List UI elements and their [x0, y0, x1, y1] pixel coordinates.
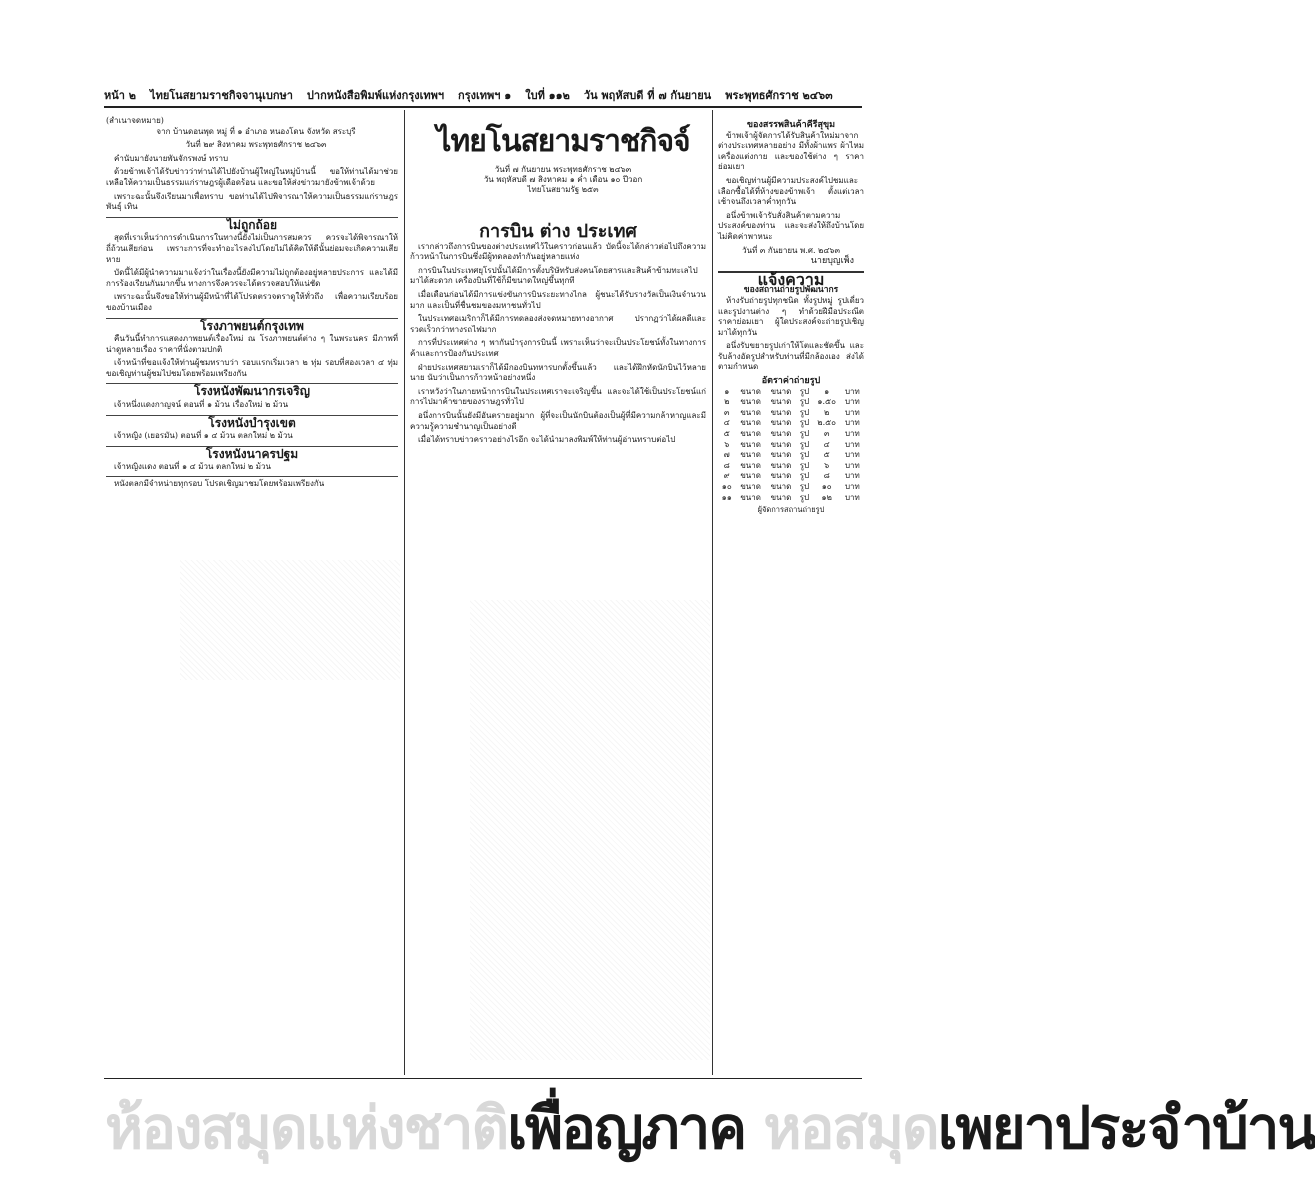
rate-cell: ขนาด — [770, 439, 792, 449]
rate-cell: ขนาด — [770, 482, 792, 491]
rate-cell: ขนาด — [740, 471, 761, 481]
issue-date: วัน พฤหัสบดี ที่ ๗ กันยายน — [583, 89, 712, 102]
rate-cell: ขนาด — [770, 460, 792, 470]
rate-cell: รูป — [799, 429, 810, 439]
watermark-text: เพยาประจำบ้าน — [937, 1094, 1315, 1162]
letter-line: คำนับมายังนายพันจักรพงษ์ ทราบ — [114, 153, 229, 163]
article-paragraph: เพราะฉะนั้นจึงขอให้ท่านผู้มีหน้าที่ได้โปรดตรวจตราดูให้ทั่วถึง เพื่อความเรียบร้อยของบ้านเมือง — [106, 292, 398, 312]
rate-row — [718, 493, 864, 504]
rate-cell: ขนาด — [770, 386, 792, 396]
notice-subtitle: ของสถานถ่ายรูปพัฒนากร — [743, 285, 839, 296]
article-paragraph: บัดนี้ได้มีผู้นำความมาแจ้งว่าในเรื่องนี้ยังมีความไม่ถูกต้องอยู่หลายประการ และได้มีการร้องเรียนกันมากขึ้น ทางการจึงควรจะได้ตรวจสอบให้แน่ชัด — [106, 268, 398, 288]
rate-row — [718, 471, 864, 482]
cinema-listing: เจ้าหญิง (เยอรมัน) ตอนที่ ๑ ๔ ม้วน ตลกใหม่ ๒ ม้วน — [114, 431, 293, 441]
article-paragraph: อนึ่งการบินนั้นยังมีอันตรายอยู่มาก ผู้ที่จะเป็นนักบินต้องเป็นผู้ที่มีความกล้าหาญและมีความรู้ความชำนาญเป็นอย่างดี — [410, 410, 706, 431]
rate-cell: ขนาด — [740, 492, 761, 502]
rate-cell: ๑ — [824, 386, 830, 396]
paper-desc: ปากหนังสือพิมพ์แห่งกรุงเทพฯ — [306, 89, 445, 102]
watermark-text: หอสมุด — [763, 1094, 938, 1162]
rate-cell: ๑๐ — [721, 482, 732, 491]
rate-cell: ขนาด — [740, 386, 761, 396]
article-paragraph: คืนวันนี้ทำการแสดงภาพยนต์เรื่องใหม่ ณ โรงภาพยนต์ต่าง ๆ ในพระนคร มีภาพที่น่าดูหลายเรื่อง ราคาที่นั่งตามปกติ — [106, 334, 398, 354]
footer-note: หนังตลกมีจำหน่ายทุกรอบ โปรดเชิญมาชมโดยพร้อมเพรียงกัน — [106, 476, 398, 490]
rate-cell: ขนาด — [770, 471, 792, 481]
rate-row — [718, 397, 864, 408]
rate-cell: รูป — [799, 386, 810, 396]
footer-rule — [104, 1078, 862, 1079]
rate-cell: บาท — [844, 439, 860, 449]
rate-cell: บาท — [844, 471, 860, 481]
article-paragraph: สุดที่เราเห็นว่าการดำเนินการในทางนี้ยังไม่เป็นการสมควร ควรจะได้พิจารณาให้ถี่ถ้วนเสียก่อน เพราะการที่จะทำอะไรลงไปโดยไม่ได้คิดให้ดีนั้นย่อมจะเกิดความเสียหาย — [106, 233, 398, 264]
masthead-line: วันที่ ๗ กันยายน พระพุทธศักราช ๒๔๖๓ — [494, 165, 632, 174]
cinema-listing: เจ้าหญิงแดง ตอนที่ ๑ ๔ ม้วน ตลกใหม่ ๒ ม้วน — [114, 462, 271, 472]
rate-cell: บาท — [844, 429, 860, 439]
rate-cell: ๔ — [823, 439, 830, 449]
rate-cell: ๕ — [723, 429, 730, 439]
issue-year: พระพุทธศักราช ๒๔๖๓ — [725, 89, 833, 102]
scan-noise — [470, 600, 710, 1060]
article-headline: การบิน ต่าง ประเทศ — [479, 221, 637, 242]
notice-title: แจ้งความ — [757, 269, 825, 289]
section-title: โรงหนังนาครปฐม — [106, 446, 398, 460]
letter-line: ด้วยข้าพเจ้าได้รับข่าวว่าท่านได้ไปยังบ้านผู้ใหญ่ในหมู่บ้านนี้ ขอให้ท่านได้มาช่วยเหลือให้ความเป็นธรรมแก่ราษฎรผู้เดือดร้อน และขอให้ส่งข่าวมายังข้าพเจ้าด้วย — [106, 167, 398, 187]
rate-cell: ๓ — [823, 429, 830, 439]
notice-box — [718, 271, 864, 516]
section-title: โรงหนังบำรุงเขต — [106, 415, 398, 429]
location: กรุงเทพฯ ๑ — [458, 89, 512, 102]
rate-cell: บาท — [844, 450, 860, 460]
print-number: ใบที่ ๑๑๒ — [525, 89, 570, 102]
rate-row — [718, 461, 864, 472]
column-divider-right — [712, 110, 713, 1075]
rate-cell: บาท — [844, 418, 860, 428]
rate-cell: ๔ — [723, 418, 730, 428]
rate-cell: ๗ — [723, 450, 730, 460]
library-watermark — [105, 1088, 1315, 1168]
article-paragraph: ในประเทศอเมริกาก็ได้มีการทดลองส่งจดหมายทางอากาศ ปรากฏว่าได้ผลดีและรวดเร็วกว่าทางรถไฟมาก — [410, 314, 706, 334]
watermark-text: เพื่อญภาค — [507, 1094, 746, 1162]
section-title: โรงภาพยนต์กรุงเทพ — [106, 318, 398, 332]
rate-cell: รูป — [799, 418, 810, 428]
notice-paragraph: อนึ่งรับขยายรูปเก่าให้โตและชัดขึ้น และรับล้างอัดรูปสำหรับท่านที่มีกล้องเอง ส่งได้ตามกำหนด — [718, 341, 864, 372]
rate-cell: ๑.๕๐ — [817, 397, 836, 407]
rate-cell: ๑๑ — [721, 492, 732, 502]
cinema-listing: เจ้าหนึ่งแดงกาญจน์ ตอนที่ ๑ ม้วน เรื่องใหม่ ๒ ม้วน — [114, 400, 289, 410]
header-rule — [104, 106, 862, 108]
rate-row — [718, 408, 864, 419]
rate-cell: ๘ — [823, 471, 830, 481]
masthead-line: วัน พฤหัสบดี ๗ สิงหาคม ๑ ค่ำ เดือน ๑๐ ปีวอก — [483, 175, 643, 184]
ad-paragraph: ขอเชิญท่านผู้มีความประสงค์ไปชมและเลือกซื้อได้ที่ห้างของข้าพเจ้า ตั้งแต่เวลาเช้าจนถึงเวลาค่ำทุกวัน — [718, 175, 864, 207]
article-paragraph: เมื่อได้ทราบข่าวคราวอย่างไรอีก จะได้นำมาลงพิมพ์ให้ท่านผู้อ่านทราบต่อไป — [418, 435, 676, 445]
ad-paragraph: อนึ่งข้าพเจ้ารับสั่งสินค้าตามความประสงค์ของท่าน และจะส่งให้ถึงบ้านโดยไม่คิดค่าพาหนะ — [718, 210, 864, 241]
article-paragraph: เมื่อเดือนก่อนได้มีการแข่งขันการบินระยะทางไกล ผู้ชนะได้รับรางวัลเป็นเงินจำนวนมาก และเป็นที่ชื่นชมของมหาชนทั่วไป — [410, 289, 706, 310]
watermark-text: ห้องสมุดแห่งชาติ — [105, 1094, 508, 1162]
masthead — [418, 118, 708, 195]
rate-cell: ขนาด — [740, 450, 761, 460]
rate-cell: บาท — [844, 460, 860, 470]
rate-cell: รูป — [799, 471, 810, 481]
rate-row — [718, 429, 864, 440]
rate-cell: ขนาด — [740, 397, 761, 407]
ad-paragraph: ข้าพเจ้าผู้จัดการได้รับสินค้าใหม่มาจากต่างประเทศหลายอย่าง มีทั้งผ้าแพร ผ้าไหม เครื่องแต่งกาย และของใช้ต่าง ๆ ราคาย่อมเยา — [718, 130, 864, 172]
section-title: ไม่ถูกถ้อย — [106, 217, 398, 231]
rate-cell: รูป — [799, 460, 810, 470]
rate-cell: ขนาด — [740, 460, 761, 470]
rate-cell: รูป — [799, 439, 810, 449]
rate-cell: รูป — [799, 492, 810, 502]
rate-cell: ขนาด — [740, 439, 761, 449]
rate-cell: รูป — [799, 450, 810, 460]
ad-signature: นายบุญเพ็ง — [810, 256, 854, 267]
right-column — [718, 120, 864, 1075]
rate-cell: บาท — [844, 407, 860, 417]
rate-cell: ๑๒ — [821, 492, 832, 502]
rate-cell: ๓ — [723, 407, 730, 417]
article-paragraph: การที่ประเทศต่าง ๆ พากันบำรุงการบินนี้ เพราะเห็นว่าจะเป็นประโยชน์ทั้งในทางการค้าและการป้องกันประเทศ — [410, 338, 706, 358]
rate-cell: ๘ — [723, 460, 730, 470]
letter-line: เพราะฉะนั้นจึงเรียนมาเพื่อทราบ ขอท่านได้ไปพิจารณาให้ความเป็นธรรมแก่ราษฎร พันธุ์ เทิน — [106, 191, 398, 212]
column-divider-left — [404, 110, 405, 1075]
rate-cell: บาท — [844, 482, 860, 491]
article-paragraph: เราหวังว่าในภายหน้าการบินในประเทศเราจะเจริญขึ้น และจะได้ใช้เป็นประโยชน์แก่การไปมาค้าขายของราษฎรทั่วไป — [410, 386, 706, 407]
rate-cell: ขนาด — [740, 429, 761, 439]
rate-cell: ขนาด — [770, 492, 792, 502]
rate-cell: ขนาด — [770, 397, 792, 407]
rate-cell: ๙ — [723, 471, 730, 481]
ad-date: วันที่ ๓ กันยายน พ.ศ. ๒๔๖๓ — [742, 245, 840, 255]
rate-cell: ขนาด — [740, 482, 761, 491]
rate-title: อัตราค่าถ่ายรูป — [761, 376, 821, 387]
rate-row — [718, 440, 864, 451]
rate-cell: รูป — [799, 397, 810, 407]
rate-cell: ๖ — [824, 460, 830, 470]
rate-cell: ขนาด — [770, 418, 792, 428]
rate-cell: ขนาด — [770, 407, 792, 417]
rate-cell: ๑ — [724, 386, 730, 396]
rate-cell: ขนาด — [740, 418, 761, 428]
rate-cell: ขนาด — [770, 450, 792, 460]
paper-name: ไทยโนสยามราชกิจจานุเบกษา — [150, 89, 293, 102]
masthead-line: ไทยโนสยามรัฐ ๒๕๓ — [527, 185, 599, 194]
rate-cell: บาท — [844, 397, 860, 407]
page-header — [104, 84, 864, 106]
letter-line: จาก บ้านดอนพุด หมู่ ที่ ๑ อำเภอ หนองโดน จังหวัด สระบุรี — [156, 126, 356, 136]
rate-cell: ๒.๕๐ — [817, 418, 837, 428]
rate-table — [718, 387, 864, 504]
rate-cell: ๒ — [724, 397, 730, 407]
letter-line: วันที่ ๒๙ สิงหาคม พระพุทธศักราช ๒๔๖๓ — [185, 140, 327, 150]
article-paragraph: เจ้าหน้าที่ขอแจ้งให้ท่านผู้ชมทราบว่า รอบแรกเริ่มเวลา ๒ ทุ่ม รอบที่สองเวลา ๔ ทุ่ม ขอเชิญท่านผู้ชมไปชมโดยพร้อมเพรียงกัน — [106, 358, 398, 378]
letter-label: (สำเนาจดหมาย) — [106, 116, 164, 125]
rate-cell: ขนาด — [740, 407, 761, 417]
article-paragraph: ฝ่ายประเทศสยามเราก็ได้มีกองบินทหารบกตั้งขึ้นแล้ว และได้ฝึกหัดนักบินไว้หลายนาย นับว่าเป็นการก้าวหน้าอย่างหนึ่ง — [410, 362, 706, 383]
rate-row — [718, 450, 864, 461]
rate-cell: ขนาด — [770, 429, 792, 439]
rate-cell: ๒ — [824, 407, 830, 417]
rate-row — [718, 418, 864, 429]
rate-cell: รูป — [799, 482, 810, 491]
rate-row — [718, 387, 864, 398]
rate-note: ผู้จัดการสถานถ่ายรูป — [757, 505, 825, 515]
rate-cell: ๑๐ — [821, 482, 832, 491]
rate-cell: ๖ — [724, 439, 730, 449]
article-paragraph: การบินในประเทศยุโรปนั้นได้มีการตั้งบริษัทรับส่งคนโดยสารและสินค้าข้ามทะเลไปมาได้สะดวก เครื่องบินที่ใช้ก็มีขนาดใหญ่ขึ้นทุกที — [410, 265, 698, 286]
rate-cell: รูป — [799, 407, 810, 417]
rate-cell: บาท — [844, 492, 860, 502]
section-title: โรงหนังพัฒนากรเจริญ — [106, 383, 398, 397]
page-number: หน้า ๒ — [104, 89, 137, 102]
article-paragraph: เรากล่าวถึงการบินของต่างประเทศไว้ในคราวก่อนแล้ว บัดนี้จะได้กล่าวต่อไปถึงความก้าวหน้าในการบินซึ่งมีผู้ทดลองทำกันอยู่หลายแห่ง — [410, 241, 706, 262]
rate-row — [718, 482, 864, 493]
masthead-title: ไทยโนสยามราชกิจจ์ — [436, 124, 690, 159]
rate-cell: บาท — [844, 386, 860, 396]
scan-noise — [180, 560, 400, 680]
ad-title: ของสรรพสินค้าคีรีสุขุม — [746, 120, 836, 130]
notice-paragraph: ห้างรับถ่ายรูปทุกชนิด ทั้งรูปหมู่ รูปเดี่ยว และรูปงานต่าง ๆ ทำด้วยฝีมือประณีต ราคาย่อมเยา ผู้ใดประสงค์จะถ่ายรูปเชิญมาได้ทุกวัน — [718, 295, 864, 337]
rate-cell: ๕ — [823, 450, 830, 460]
